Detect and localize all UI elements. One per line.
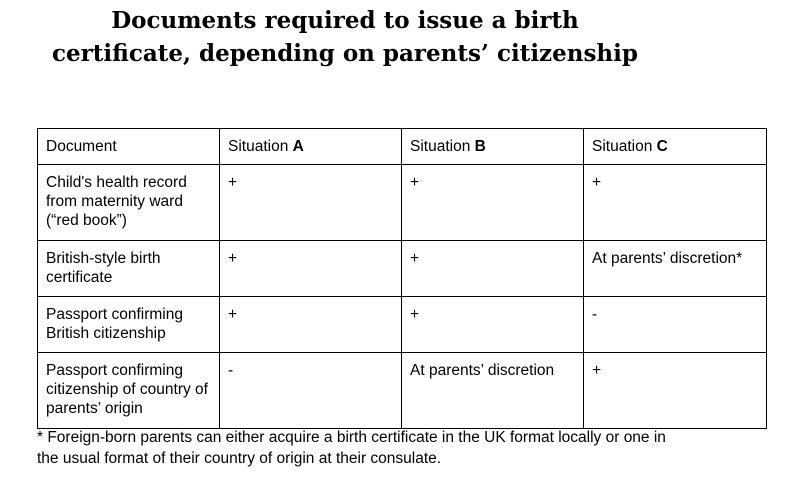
cell-situation-a: + [220,165,402,241]
table-row [38,241,767,297]
header-situation-a-letter: A [292,138,304,155]
header-situation-c-letter: C [656,138,668,155]
title-line-2: certificate, depending on parents’ citizenship [52,40,638,67]
cell-document: Passport confirming British citizenship [38,297,220,353]
cell-document: Child's health record from maternity ward (“red book”) [38,165,220,241]
header-situation-c-word: Situation [592,138,653,155]
header-situation-c [584,129,767,165]
table-header-row [38,129,767,165]
cell-situation-c: + [584,353,767,429]
title-line-1: Documents required to issue a birth [111,7,579,34]
cell-situation-b: At parents’ discretion [402,353,584,429]
cell-situation-c: - [584,297,767,353]
cell-situation-b: + [402,165,584,241]
header-situation-b-letter: B [474,138,486,155]
header-situation-a [220,129,402,165]
table-row [38,165,767,241]
cell-situation-c: + [584,165,767,241]
cell-document: British-style birth certificate [38,241,220,297]
cell-situation-a: + [220,241,402,297]
table-row [38,353,767,429]
cell-document: Passport confirming citizenship of country of parents’ origin [38,353,220,429]
header-document-label: Document [46,138,117,155]
table-row [38,297,767,353]
cell-situation-a: - [220,353,402,429]
cell-situation-c: At parents’ discretion* [584,241,767,297]
cell-situation-b: + [402,297,584,353]
header-situation-b [402,129,584,165]
cell-situation-b: + [402,241,584,297]
cell-situation-a: + [220,297,402,353]
header-situation-a-word: Situation [228,138,289,155]
header-situation-b-word: Situation [410,138,471,155]
documents-table [37,128,767,429]
footnote: * Foreign-born parents can either acquire a birth certificate in the UK format locally or one in the usual format of their country of origin at their consulate. [37,429,666,467]
header-document [38,129,220,165]
page-title [0,4,690,70]
